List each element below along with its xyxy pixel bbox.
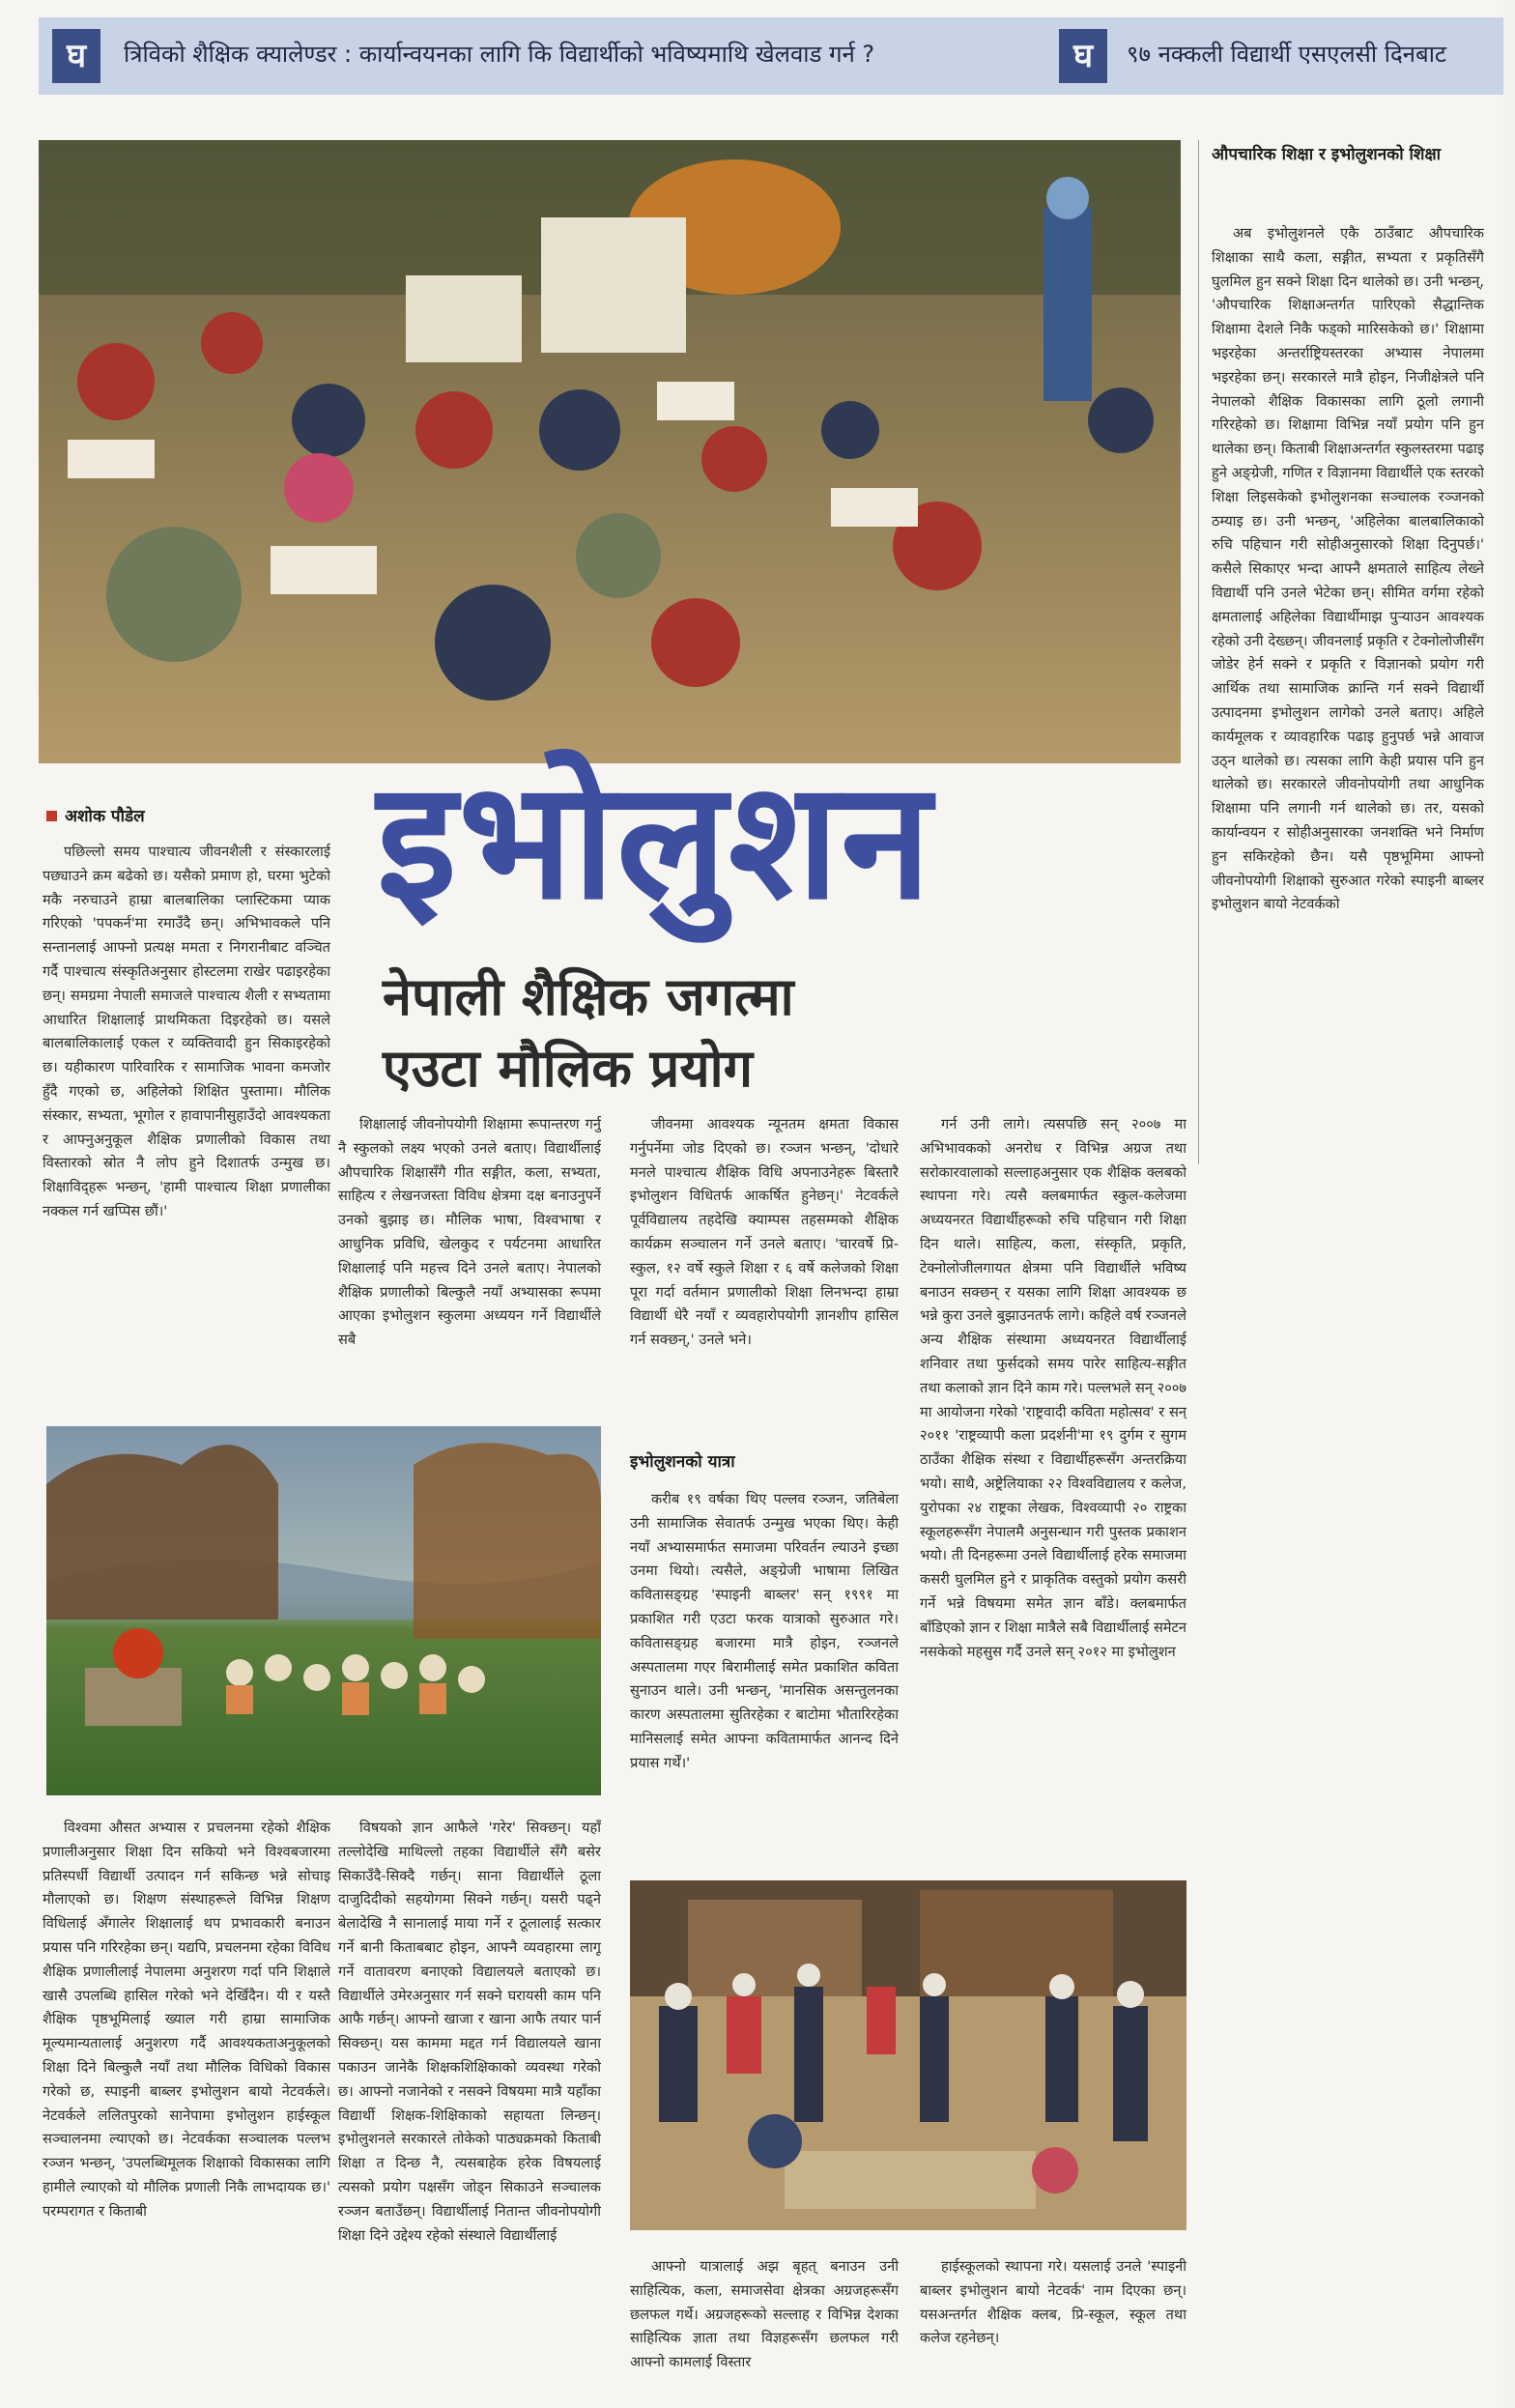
section-badge-right: घ (1059, 29, 1107, 83)
byline: अशोक पौडेल (46, 804, 145, 826)
byline-marker (46, 811, 57, 821)
headline-right: ९७ नक्कली विद्यार्थी एसएलसी दिनबाट (1127, 41, 1447, 68)
article-subtitle-line1: नेपाली शैक्षिक जगत्मा (383, 966, 794, 1027)
headline-left: त्रिविको शैक्षिक क्यालेण्डर : कार्यान्वयनका लागि कि विद्यार्थीको भविष्यमाथि खेलवाड गर्न ? (124, 41, 875, 68)
section-badge-left: घ (52, 29, 100, 83)
sidebar-rule (1198, 140, 1199, 1164)
main-photo (39, 140, 1181, 763)
article-title: इभोलुशन (377, 746, 933, 935)
column-1-top: पछिल्लो समय पाश्चात्य जीवनशैली र संस्कारलाई पछ्याउने क्रम बढेको छ। यसैको प्रमाण हो, घरमा भुटेको मकै नरुचाउने हाम्रा बालबालिका प्लास्टिकमा प्याक गरिएको 'पपकर्न'मा रमाउँदै छन्। अभिभावकले पनि सन्तानलाई आफ्नो प्रत्यक्ष ममता र निगरानीबाट वञ्चित गर्दै पाश्चात्य संस्कृतिअनुसार होस्टलमा राखेर पढाइरहेका छन्। समग्रमा नेपाली समाजले पाश्चात्य शैली र सभ्यतामा आधारित शिक्षालाई प्राथमिकता दिइरहेको छ। यसले बालबालिकालाई एकल र व्यक्तिवादी हुन सिकाइरहेको छ। यहीकारण पारिवारिक र सामाजिक भावना कमजोर हुँदै गएको छ, अहिलेको शिक्षित पुस्तामा। मौलिक संस्कार, सभ्यता, भूगोल र हावापानीसुहाउँदो आवश्यकता र आफ्नुअनुकूल शैक्षिक प्रणालीको विकास तथा विस्तारको स्रोत नै लोप हुने दिशातर्फ उन्मुख छ। शिक्षाविद्हरू भन्छन्, 'हामी पाश्चात्य शिक्षा प्रणालीका नक्कल गर्न खप्पिस छौं।' (43, 844, 330, 1219)
column-4-bottom: हाईस्कूलको स्थापना गरे। यसलाई उनले 'स्पाइनी बाब्लर इभोलुशन बायो नेटवर्क' नाम दिएका छन्। यसअन्तर्गत शैक्षिक क्लब, प्रि-स्कूल, स्कूल तथा कलेज रहनेछन्। (920, 2258, 1186, 2347)
painting-photo (46, 1426, 601, 1795)
sidebar-heading: औपचारिक शिक्षा र इभोलुशनको शिक्षा (1212, 145, 1442, 164)
column-1-bottom: विश्वमा औसत अभ्यास र प्रचलनमा रहेको शैक्षिक प्रणालीअनुसार शिक्षा दिन सकियो भने विश्वबजारमा प्रतिस्पर्धी विद्यार्थी उत्पादन गर्न सकिन्छ भन्ने सोचाइ मौलाएको छ। शिक्षण संस्थाहरूले विभिन्न शिक्षण विधिलाई अँगालेर शिक्षालाई थप प्रभावकारी बनाउन प्रयास पनि गरिरहेका छन्। यद्यपि, प्रचलनमा रहेका विविध शैक्षिक प्रणालीलाई नेपालमा अनुशरण गर्दा पनि शिक्षाले खासै उपलब्धि हासिल गरेको भने देखिँदैन। यी र यस्तै शैक्षिक पृष्ठभूमिलाई ख्याल गरी हाम्रा सामाजिक मूल्यमान्यतालाई अनुशरण गर्दै आवश्यकताअनुकूलको शिक्षा दिने बिल्कुलै नयाँ तथा मौलिक विधिको विकास गरेको छ, स्पाइनी बाब्लर इभोलुशन बायो नेटवर्कले। नेटवर्कले ललितपुरको सानेपामा इभोलुशन हाईस्कूल सञ्चालनमा ल्याएको छ। नेटवर्कका सञ्चालक पल्लभ रञ्जन भन्छन्, 'उपलब्धिमूलक शिक्षाको विकासका लागि हामीले ल्याएको यो मौलिक प्रणाली निकै लाभदायक छ।' परम्परागत र किताबी (43, 1820, 330, 2220)
article-subtitle-line2: एउटा मौलिक प्रयोग (383, 1038, 754, 1099)
column-4-top: गर्न उनी लागे। त्यसपछि सन् २००७ मा अभिभावकको अनरोध र विभिन्न अग्रज तथा सरोकारवालाको सल्लाहअनुसार एक शैक्षिक क्लबको स्थापना गरे। त्यसै क्लबमार्फत स्कुल-कलेजमा अध्ययनरत विद्यार्थीहरूको रुचि पहिचान गरी शिक्षा दिन थाले। साहित्य, कला, संस्कृति, प्रकृति, टेक्नोलोजीलगायत क्षेत्रमा पनि विद्यार्थीले भविष्य बनाउन सक्छन् र यसका लागि शिक्षा आवश्यक छ भन्ने कुरा उनले बुझाउनतर्फ लागे। कहिले वर्ष रञ्जनले अन्य शैक्षिक संस्थामा अध्ययनरत विद्यार्थीलाई शनिवार तथा फुर्सदको समय पारेर साहित्य-सङ्गीत तथा कलाको ज्ञान दिने काम गरे। पल्लभले सन् २००७ मा आयोजना गरेको 'राष्ट्रवादी कविता महोत्सव' र सन् २०११ 'राष्ट्रव्यापी कला प्रदर्शनी'मा १९ दुर्गम र सुगम ठाउँका शैक्षिक संस्था र विद्यार्थीहरूसँग अन्तरक्रिया भयो। साथै, अष्ट्रेलियाका २२ विश्वविद्यालय र कलेज, युरोपका २४ राष्ट्रका लेखक, विश्वव्यापी २० राष्ट्रका स्कूलहरूसँग नेपालमै अनुसन्धान गरी पुस्तक प्रकाशन भयो। ती दिनहरूमा उनले विद्यार्थीलाई हरेक समाजमा कसरी घुलमिल हुने र प्राकृतिक वस्तुको प्रयोग कसरी गर्ने भन्ने विषयमा समेत ज्ञान बाँडे। क्लबमार्फत बाँडिएको ज्ञान र शिक्षा मात्रैले सबै विद्यार्थीलाई समेटन नसकेको महसुस गर्दै उनले सन् २०१२ मा इभोलुशन (920, 1116, 1186, 1660)
column-3-middle: करीब १९ वर्षका थिए पल्लव रञ्जन, जतिबेला उनी सामाजिक सेवातर्फ उन्मुख भएका थिए। केही नयाँ अभ्यासमार्फत समाजमा परिवर्तन ल्याउने इच्छा उनमा थियो। त्यसैले, अङ्ग्रेजी भाषामा लिखित कवितासङ्ग्रह 'स्पाइनी बाब्लर' सन् १९९१ मा प्रकाशित गरी एउटा फरक यात्राको सुरुआत गरे। कवितासङ्ग्रह बजारमा मात्रै होइन, रञ्जनले अस्पतालमा गएर बिरामीलाई समेत प्रकाशित कविता सुनाउन थाले। उनी भन्छन्, 'मानसिक असन्तुलनका कारण अस्पतालमा सुतिरहेका र बाटोमा भौतारिरहेका मानिसलाई समेत आफ्ना कवितामार्फत आनन्द दिने प्रयास गर्थें।' (630, 1491, 899, 1771)
column-3-heading: इभोलुशनको यात्रा (630, 1452, 735, 1472)
sidebar-text: अब इभोलुशनले एकै ठाउँबाट औपचारिक शिक्षाका साथै कला, सङ्गीत, सभ्यता र प्रकृतिसँगै घुलमिल हुन सक्ने शिक्षा दिन थालेको छ। उनी भन्छन्, 'औपचारिक शिक्षाअन्तर्गत पारिएको सैद्धान्तिक शिक्षामा देशले निकै फड्को मारिसकेको छ।' शिक्षामा भइरहेका अन्तर्राष्ट्रियस्तरका अभ्यास नेपालमा भइरहेका छन्। सरकारले मात्रै होइन, निजीक्षेत्रले पनि नेपालको शैक्षिक विकासका लागि ठूलो लगानी गरिरहेको छ। शिक्षामा विभिन्न नयाँ प्रयोग पनि हुन थालेका छन्। किताबी शिक्षाअन्तर्गत स्कुलस्तरमा पढाइ हुने अङ्ग्रेजी, गणित र विज्ञानमा विद्यार्थीले एक स्तरको शिक्षा लिइसकेको इभोलुशनका सञ्चालक रञ्जनको ठम्याइ छ। उनी भन्छन्, 'अहिलेका बालबालिकाको रुचि पहिचान गरी सोहीअनुसारको शिक्षा दिनुपर्छ।' कसैले सिकाएर भन्दा आफ्नै क्षमताले साहित्य लेख्ने विद्यार्थी पनि उनले भेटेका छन्। सीमित वर्गमा रहेको क्षमतालाई अहिलेका विद्यार्थीमाझ पुऱ्याउन आवश्यक रहेको उनी देख्छन्। जीवनलाई प्रकृति र टेक्नोलोजीसँग जोडेर हेर्न सक्ने र प्रकृति र विज्ञानको प्रयोग गरी आर्थिक तथा सामाजिक क्रान्ति गर्न सक्ने विद्यार्थी उत्पादनमा इभोलुशन लागेको उनले बताए। अहिले कार्यमूलक र व्यावहारिक पढाइ हुनुपर्छ भन्ने आवाज उठ्न थालेको छ। त्यसका लागि केही प्रयास पनि हुन थालेको छ। सरकारले जीवनोपयोगी तथा आधुनिक शिक्षामा पनि लगानी गर्न थालेको छ। तर, यसको कार्यान्वयन र सोहीअनुसारका जनशक्ति भने निर्माण हुन सकिरहेको छैन। यसै पृष्ठभूमिमा आफ्नो जीवनोपयोगी शिक्षाको सुरुआत गरेको स्पाइनी बाब्लर इभोलुशन बायो नेटवर्कको (1212, 225, 1484, 913)
music-photo (630, 1880, 1186, 2230)
column-2-bottom: विषयको ज्ञान आफैले 'गरेर' सिक्छन्। यहाँ तल्लोदेखि माथिल्लो तहका विद्यार्थीले सँगै बसेर सिकाउँदै-सिक्दै गर्छन्। साना विद्यार्थीले ठूला दाजुदिदीको सहयोगमा सिक्ने गर्छन्। यसरी पढ्ने बेलादेखि नै सानालाई माया गर्ने र ठूलालाई सत्कार गर्ने बानी किताबबाट होइन, आफ्नै व्यवहारमा लागू गर्ने वातावरण बनाएको विद्यालयले बताएको छ। विद्यार्थीले उमेरअनुसार गर्न सक्ने घरायसी काम पनि आफै गर्छन्। आफ्नो खाजा र खाना आफै तयार पार्न सिक्छन्। यस काममा मद्दत गर्न विद्यालयले खाना पकाउन जानेकै शिक्षकशिक्षिकाको व्यवस्था गरेको छ। आफ्नो नजानेको र नसक्ने विषयमा मात्रै यहाँका विद्यार्थी शिक्षक-शिक्षिकाको सहायता लिन्छन्। इभोलुशनले सरकारले तोकेको पाठ्यक्रमको किताबी शिक्षा त दिन्छ नै, त्यसबाहेक हरेक विषयलाई त्यसको प्रयोग पक्षसँग जोड्न सिकाउने सञ्चालक रञ्जन बताउँछन्। विद्यार्थीलाई नितान्त जीवनोपयोगी शिक्षा दिने उद्देश्य रहेको संस्थाले विद्यार्थीलाई (338, 1820, 601, 2244)
column-2-top: शिक्षालाई जीवनोपयोगी शिक्षामा रूपान्तरण गर्नु नै स्कुलको लक्ष्य भएको उनले बताए। विद्यार्थीलाई औपचारिक शिक्षासँगै गीत सङ्गीत, कला, सभ्यता, साहित्य र लेखनजस्ता विविध क्षेत्रमा दक्ष बनाउनुपर्ने उनको बुझाइ छ। मौलिक भाषा, विश्वभाषा र आधुनिक प्रविधि, खेलकुद र पर्यटनमा आधारित शिक्षालाई पनि महत्त्व दिने उनले बताए। नेपालको शैक्षिक प्रणालीको बिल्कुलै नयाँ अभ्यासका रूपमा आएका इभोलुशन स्कुलमा अध्ययन गर्ने विद्यार्थीले सबै (338, 1116, 601, 1349)
column-3-bottom: आफ्नो यात्रालाई अझ बृहत् बनाउन उनी साहित्यिक, कला, समाजसेवा क्षेत्रका अग्रजहरूसँग छलफल गर्थे। अग्रजहरूको सल्लाह र विभिन्न देशका साहित्यिक ज्ञाता तथा विज्ञहरूसँग छलफल गरी आफ्नो कामलाई विस्तार (630, 2258, 899, 2371)
column-3-top: जीवनमा आवश्यक न्यूनतम क्षमता विकास गर्नुपर्नेमा जोड दिएको छ। रञ्जन भन्छन्, 'दोधारे मनले पाश्चात्य शैक्षिक विधि अपनाउनेहरू बिस्तारै इभोलुशन विधितर्फ आकर्षित हुनेछन्।' नेटवर्कले पूर्वविद्यालय तहदेखि क्याम्पस तहसम्मको शैक्षिक कार्यक्रम सञ्चालन गर्ने उनले बताए। 'चारवर्षे प्रि-स्कुल, १२ वर्षे स्कुले शिक्षा र ६ वर्षे कलेजको शिक्षा पूरा गर्दा वर्तमान प्रणालीको शिक्षा लिनभन्दा हाम्रा विद्यार्थी धेरै नयाँ र व्यवहारोपयोगी ज्ञानशीप हासिल गर्न सक्छन्,' उनले भने। (630, 1116, 899, 1349)
